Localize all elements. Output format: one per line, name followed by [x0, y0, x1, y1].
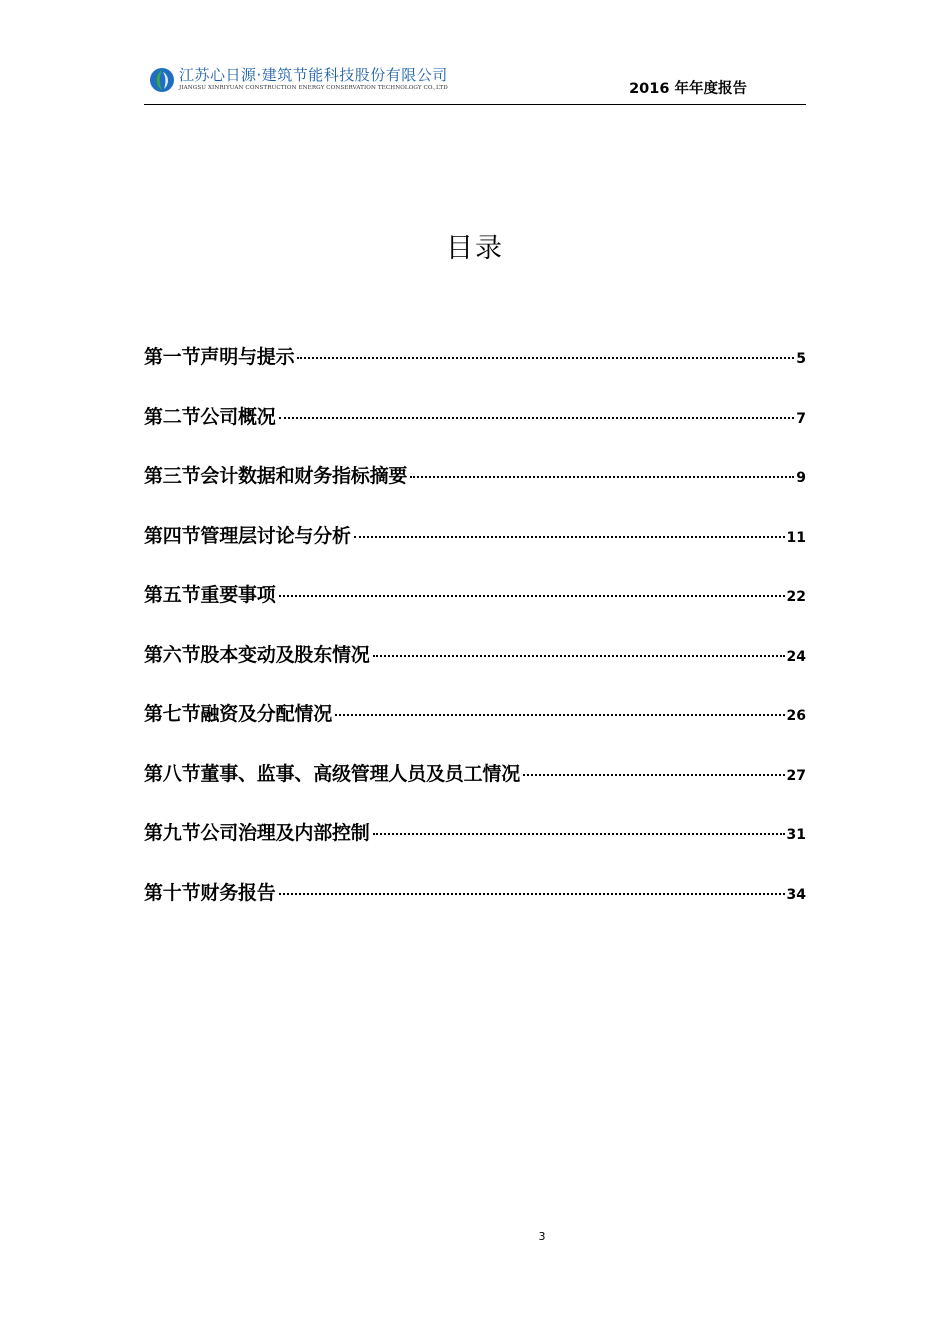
toc-entry-page[interactable]: 22 — [786, 589, 806, 605]
toc-dot-leader — [410, 476, 794, 478]
toc-entry[interactable] — [144, 403, 806, 463]
toc-dot-leader — [373, 655, 785, 657]
company-name-en: JIANGSU XINRIYUAN CONSTRUCTION ENERGY CONSERVATION TECHNOLOGY CO.,LTD — [179, 85, 448, 91]
toc-entry-page[interactable]: 7 — [796, 410, 806, 427]
toc-entry-label[interactable]: 第二节公司概况 — [144, 405, 276, 428]
toc-entry-label[interactable]: 第九节公司治理及内部控制 — [144, 822, 370, 844]
toc-entry[interactable] — [144, 343, 806, 403]
report-label: 2016 年年度报告 — [629, 81, 747, 97]
toc-entry-label[interactable]: 第七节融资及分配情况 — [144, 703, 333, 725]
toc-entry-page[interactable]: 11 — [786, 529, 806, 546]
toc-dot-leader — [279, 417, 795, 419]
toc-entry-page[interactable]: 24 — [786, 648, 806, 665]
toc-entry-page[interactable]: 34 — [786, 886, 806, 903]
toc-entry[interactable] — [144, 641, 806, 701]
toc-entry-label[interactable]: 第六节股本变动及股东情况 — [144, 643, 370, 666]
toc-entry-label[interactable]: 第三节会计数据和财务指标摘要 — [144, 465, 408, 487]
header-divider — [144, 104, 806, 105]
company-logo-icon — [149, 67, 175, 93]
toc-entry[interactable] — [144, 462, 806, 522]
toc-entry-page[interactable]: 5 — [796, 351, 806, 367]
toc-dot-leader — [335, 714, 785, 716]
toc-entry-label[interactable]: 第四节管理层讨论与分析 — [144, 524, 351, 547]
toc-dot-leader — [373, 833, 785, 835]
toc-entry-label[interactable]: 第一节声明与提示 — [144, 346, 295, 368]
toc-dot-leader — [279, 595, 785, 597]
page-number: 3 — [538, 1230, 546, 1243]
toc-entry-label[interactable]: 第十节财务报告 — [144, 881, 276, 904]
company-logo — [149, 66, 459, 96]
toc-entry-page[interactable]: 9 — [796, 470, 806, 486]
toc-dot-leader — [297, 357, 794, 359]
toc-entry-label[interactable]: 第五节重要事项 — [144, 584, 276, 606]
toc-entry-label[interactable]: 第八节董事、监事、高级管理人员及员工情况 — [144, 762, 521, 785]
toc-title: 目录 — [446, 233, 504, 264]
toc-dot-leader — [354, 536, 785, 538]
toc-entry-page[interactable]: 27 — [786, 767, 806, 784]
toc-entry[interactable] — [144, 879, 806, 939]
toc-dot-leader — [279, 893, 785, 895]
toc-dot-leader — [523, 774, 785, 776]
toc-entry[interactable] — [144, 522, 806, 582]
toc-entry[interactable] — [144, 760, 806, 820]
toc-entry[interactable] — [144, 819, 806, 879]
company-name-cn: 江苏心日源·建筑节能科技股份有限公司 — [179, 66, 448, 84]
toc-entry[interactable] — [144, 700, 806, 760]
table-of-contents — [144, 343, 806, 938]
toc-entry-page[interactable]: 26 — [786, 708, 806, 724]
toc-entry[interactable] — [144, 581, 806, 641]
toc-entry-page[interactable]: 31 — [786, 827, 806, 843]
page-header — [0, 0, 950, 110]
